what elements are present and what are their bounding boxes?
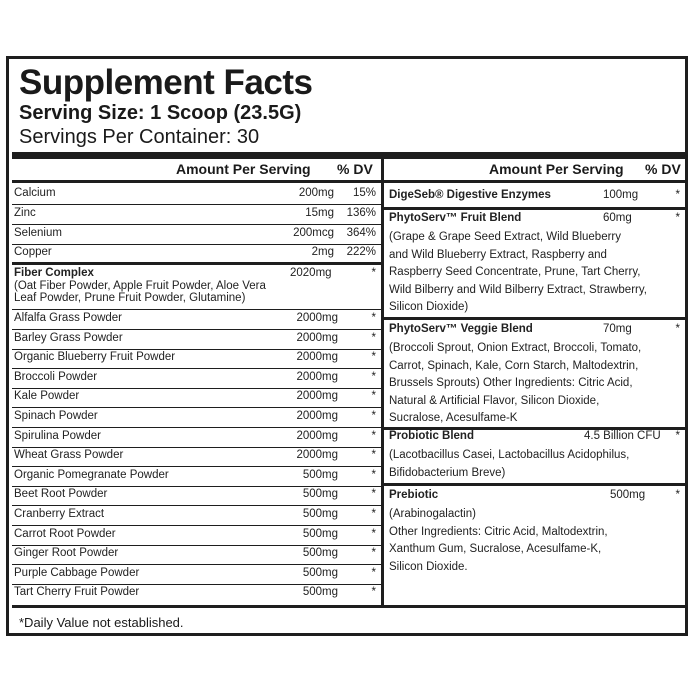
blend-desc-line: (Lacotbacillus Casei, Lactobacillus Acidophilus, xyxy=(389,449,630,461)
ingredient-amount: 500mg xyxy=(302,566,338,579)
blend-desc-line: Sucralose, Acesulfame-K xyxy=(389,412,518,424)
row-rule xyxy=(12,309,381,310)
mineral-amount: 200mg xyxy=(298,187,334,199)
ingredient-dv: * xyxy=(371,468,376,481)
prebiotic-name: Prebiotic xyxy=(389,489,439,501)
ingredient-name: Tart Cherry Fruit Powder xyxy=(14,586,140,599)
row-rule xyxy=(12,204,381,205)
row-rule xyxy=(12,349,381,350)
fruit-blend xyxy=(389,212,680,317)
ingredient-amount: 2000mg xyxy=(296,449,338,462)
ingredient-dv: * xyxy=(371,331,376,344)
fruit-blend-name: PhytoServ™ Fruit Blend xyxy=(389,212,522,224)
mineral-name: Selenium xyxy=(14,227,62,239)
row-rule xyxy=(12,525,381,526)
row-rule xyxy=(12,545,381,546)
ingredient-dv: * xyxy=(371,312,376,324)
ingredient-amount: 500mg xyxy=(302,488,338,501)
ingredient-name: Ginger Root Powder xyxy=(14,547,119,560)
mineral-amount: 2mg xyxy=(311,246,334,258)
ingredient-name: Organic Blueberry Fruit Powder xyxy=(14,351,176,364)
blend-desc-line: (Arabinogalactin) xyxy=(389,508,476,520)
fiber-complex-amount: 2020mg xyxy=(290,267,332,279)
mineral-name: Copper xyxy=(14,246,52,258)
panel-title: Supplement Facts xyxy=(19,63,313,102)
ingredient-amount: 2000mg xyxy=(296,331,338,344)
enzymes-dv: * xyxy=(675,189,680,201)
ingredient-amount: 500mg xyxy=(302,547,338,560)
blend-desc-line: (Grape & Grape Seed Extract, Wild Blueberry xyxy=(389,231,622,243)
row-rule xyxy=(12,224,381,225)
section-rule xyxy=(12,262,381,265)
ingredient-amount: 2000mg xyxy=(296,390,338,403)
header-divider-bar xyxy=(12,152,685,159)
blend-desc-line: Carrot, Spinach, Kale, Corn Starch, Maltodextrin, xyxy=(389,359,639,372)
row-rule xyxy=(12,388,381,389)
ingredient-dv: * xyxy=(371,351,376,364)
ingredient-dv: * xyxy=(371,429,376,442)
left-header-rule xyxy=(12,180,381,183)
veggie-blend-ingredients xyxy=(389,340,680,428)
ingredient-dv: * xyxy=(371,390,376,403)
fiber-complex-desc: (Oat Fiber Powder, Apple Fruit Powder, Aloe Vera xyxy=(14,280,266,292)
servings-per-container: Servings Per Container: 30 xyxy=(19,126,260,148)
ingredient-amount: 2000mg xyxy=(296,429,338,442)
mineral-dv: 136% xyxy=(346,207,376,219)
footer-divider-bar xyxy=(12,605,685,608)
probiotic-blend-amount: 4.5 Billion CFU xyxy=(584,430,661,442)
mineral-dv: 364% xyxy=(346,227,376,239)
left-dv-header: % DV xyxy=(337,161,373,177)
fruit-blend-ingredients xyxy=(389,229,680,317)
ingredient-amount: 2000mg xyxy=(296,370,338,383)
ingredient-dv: * xyxy=(371,527,376,540)
ingredient-amount: 500mg xyxy=(302,508,338,520)
left-amount-header: Amount Per Serving xyxy=(176,161,311,177)
prebiotic xyxy=(389,489,680,576)
ingredient-name: Wheat Grass Powder xyxy=(14,449,124,462)
ingredient-amount: 500mg xyxy=(302,586,338,599)
ingredient-name: Barley Grass Powder xyxy=(14,331,123,344)
ingredient-dv: * xyxy=(371,508,376,520)
prebiotic-dv: * xyxy=(675,489,680,501)
serving-size: Serving Size: 1 Scoop (23.5G) xyxy=(19,102,302,124)
ingredient-amount: 2000mg xyxy=(296,410,338,422)
mineral-dv: 15% xyxy=(352,187,376,199)
ingredient-dv: * xyxy=(371,488,376,501)
row-rule xyxy=(12,427,381,428)
ingredient-name: Beet Root Powder xyxy=(14,488,108,501)
fiber-complex-desc: Leaf Powder, Prune Fruit Powder, Glutamine) xyxy=(14,291,246,304)
probiotic-blend-name: Probiotic Blend xyxy=(389,430,474,442)
mineral-name: Calcium xyxy=(14,187,56,199)
veggie-blend-amount: 70mg xyxy=(603,323,632,335)
fiber-complex xyxy=(14,267,376,304)
row-rule xyxy=(12,447,381,448)
fruit-blend-dv: * xyxy=(675,212,680,224)
blend-desc-line: Brussels Sprouts) Other Ingredients: Citric Acid, xyxy=(389,377,633,389)
probiotic-blend xyxy=(389,430,680,482)
section-rule xyxy=(384,483,685,486)
ingredient-amount: 500mg xyxy=(302,527,338,540)
section-rule xyxy=(384,207,685,210)
blend-desc-line: (Broccoli Sprout, Onion Extract, Broccoli, Tomato, xyxy=(389,342,642,354)
right-dv-header: % DV xyxy=(645,161,681,177)
row-rule xyxy=(12,584,381,585)
right-amount-header: Amount Per Serving xyxy=(489,161,624,177)
blend-desc-line: Wild Bilberry and Wild Bilberry Extract, Strawberry, xyxy=(389,283,647,296)
row-rule xyxy=(12,244,381,245)
blend-desc-line: Natural & Artificial Flavor, Silicon Dioxide, xyxy=(389,394,600,407)
ingredient-name: Broccoli Powder xyxy=(14,370,98,383)
ingredient-name: Spirulina Powder xyxy=(14,429,101,442)
fiber-complex-dv: * xyxy=(371,267,376,279)
prebiotic-amount: 500mg xyxy=(610,489,646,501)
ingredient-name: Organic Pomegranate Powder xyxy=(14,468,169,481)
ingredient-name: Purple Cabbage Powder xyxy=(14,566,140,579)
ingredient-name: Spinach Powder xyxy=(14,410,98,422)
ingredient-dv: * xyxy=(371,586,376,599)
supplement-facts-panel xyxy=(6,56,688,636)
mineral-name: Zinc xyxy=(14,207,36,219)
ingredient-name: Alfalfa Grass Powder xyxy=(14,312,123,324)
ingredient-dv: * xyxy=(371,547,376,560)
blend-desc-line: Bifidobacterium Breve) xyxy=(389,466,506,479)
ingredient-name: Kale Powder xyxy=(14,390,80,403)
mineral-amount: 200mcg xyxy=(293,227,334,239)
mineral-amount: 15mg xyxy=(305,207,334,219)
ingredient-name: Cranberry Extract xyxy=(14,508,105,520)
row-rule xyxy=(12,466,381,467)
row-rule xyxy=(12,407,381,408)
enzymes-name: DigeSeb® Digestive Enzymes xyxy=(389,189,551,201)
blend-desc-line: Raspberry Seed Concentrate, Prune, Tart Cherry, xyxy=(389,266,641,278)
row-rule xyxy=(12,329,381,330)
blend-desc-line: Xanthum Gum, Sucralose, Acesulfame-K, xyxy=(389,543,602,555)
blend-desc-line: and Wild Blueberry Extract, Raspberry and xyxy=(389,248,607,261)
ingredient-amount: 500mg xyxy=(302,468,338,481)
row-rule xyxy=(12,486,381,487)
row-rule xyxy=(12,564,381,565)
ingredient-amount: 2000mg xyxy=(296,351,338,364)
section-rule xyxy=(384,317,685,320)
footnote: *Daily Value not established. xyxy=(19,615,184,630)
enzymes-amount: 100mg xyxy=(603,189,639,201)
prebiotic-ingredients xyxy=(389,506,680,576)
ingredient-name: Carrot Root Powder xyxy=(14,527,116,540)
probiotic-blend-ingredients xyxy=(389,447,680,482)
ingredient-dv: * xyxy=(371,370,376,383)
blend-desc-line: Silicon Dioxide) xyxy=(389,301,469,313)
right-header-rule xyxy=(384,180,685,183)
mineral-dv: 222% xyxy=(346,246,376,258)
veggie-blend xyxy=(389,323,680,428)
veggie-blend-dv: * xyxy=(675,323,680,335)
row-rule xyxy=(12,368,381,369)
ingredient-dv: * xyxy=(371,449,376,462)
row-rule xyxy=(12,505,381,506)
ingredient-amount: 2000mg xyxy=(296,312,338,324)
enzymes-blend xyxy=(389,189,680,201)
column-divider xyxy=(381,159,384,605)
veggie-blend-name: PhytoServ™ Veggie Blend xyxy=(389,323,533,335)
blend-desc-line: Other Ingredients: Citric Acid, Maltodextrin, xyxy=(389,525,608,538)
ingredient-dv: * xyxy=(371,566,376,579)
fiber-complex-name: Fiber Complex xyxy=(14,267,94,279)
fruit-blend-amount: 60mg xyxy=(603,212,632,224)
ingredient-dv: * xyxy=(371,410,376,422)
blend-desc-line: Silicon Dioxide. xyxy=(389,560,468,573)
probiotic-blend-dv: * xyxy=(675,430,680,442)
